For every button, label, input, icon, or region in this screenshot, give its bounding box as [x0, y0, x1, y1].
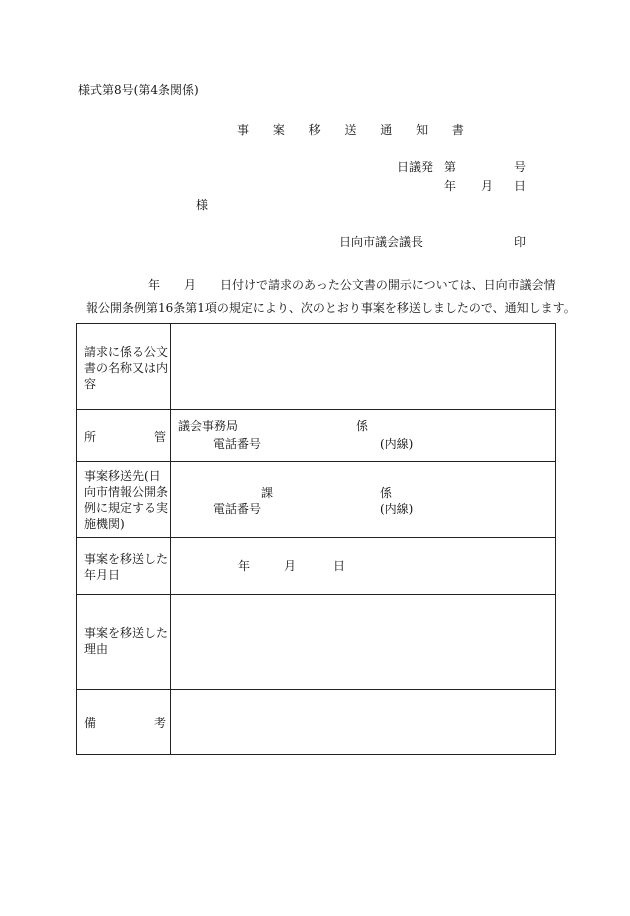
- phone-label: 電話番号: [213, 437, 262, 451]
- row-label-jurisdiction: 所 管: [84, 430, 166, 444]
- date-month-label: 月: [481, 179, 494, 193]
- seal-mark: 印: [514, 235, 527, 249]
- table-row-document-name: [77, 324, 555, 409]
- addressee-honorific: 様: [196, 198, 209, 212]
- office-name: 議会事務局: [178, 419, 239, 433]
- row-label-transfer-reason: 事案を移送した 理由: [84, 626, 169, 656]
- document-title: 事 案 移 送 通 知 書: [237, 123, 474, 137]
- division-label: 課: [261, 486, 274, 500]
- row-label-document-name: 請求に係る公文 書の名称又は内 容: [84, 345, 169, 391]
- row-label-transfer-destination: 事案移送先(日 向市情報公開条 例に規定する実 施機関): [84, 469, 169, 531]
- table-row-transfer-destination: [77, 461, 555, 537]
- section-label: 係: [380, 486, 393, 500]
- notice-table: [76, 323, 556, 755]
- date-year-label: 年: [444, 179, 457, 193]
- table-row-jurisdiction: [77, 409, 555, 461]
- sender-name: 日向市議会議長: [339, 235, 424, 249]
- body-text-line-1: 日付けで請求のあった公文書の開示については、日向市議会情: [220, 278, 556, 292]
- date-day-label: 日: [514, 179, 527, 193]
- row-label-transfer-date: 事案を移送した 年月日: [84, 552, 169, 582]
- doc-number-go: 号: [514, 160, 527, 174]
- row-label-remarks: 備 考: [84, 716, 166, 730]
- doc-number-prefix: 日議発: [397, 160, 434, 174]
- table-row-remarks: [77, 689, 555, 755]
- body-month-label: 月: [184, 278, 197, 292]
- transfer-day-label: 日: [333, 559, 346, 573]
- section-label: 係: [356, 419, 369, 433]
- table-row-transfer-date: [77, 537, 555, 594]
- extension-label: (内線): [380, 502, 414, 516]
- transfer-month-label: 月: [284, 559, 297, 573]
- phone-label: 電話番号: [213, 502, 262, 516]
- body-text-line-2: 報公開条例第16条第1項の規定により、次のとおり事案を移送しましたので、通知します。: [86, 301, 576, 315]
- transfer-year-label: 年: [238, 559, 251, 573]
- body-year-label: 年: [148, 278, 161, 292]
- extension-label: (内線): [380, 437, 414, 451]
- table-row-transfer-reason: [77, 594, 555, 689]
- doc-number-dai: 第: [444, 160, 457, 174]
- form-number: 様式第8号(第4条関係): [78, 83, 199, 97]
